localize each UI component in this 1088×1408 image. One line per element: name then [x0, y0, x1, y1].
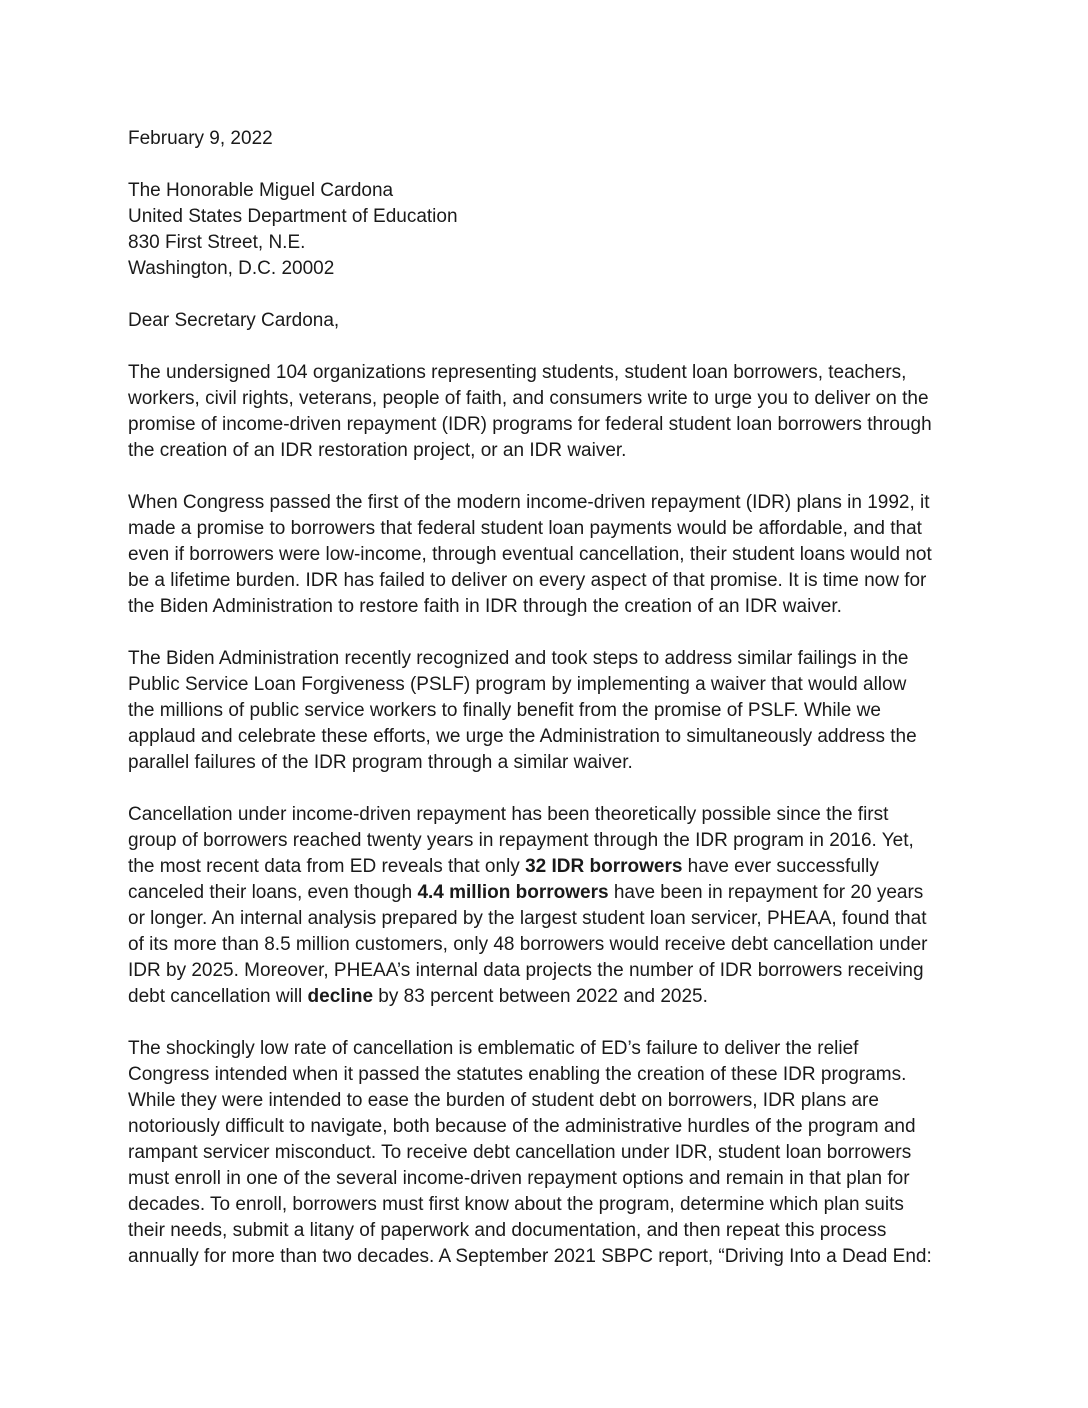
paragraph-line: annually for more than two decades. A September 2021 SBPC report, “Driving Into a Dead End: — [128, 1246, 932, 1267]
paragraph-line: The shockingly low rate of cancellation is emblematic of ED’s failure to deliver the relief — [128, 1038, 859, 1059]
paragraph-line: the creation of an IDR restoration project, or an IDR waiver. — [128, 440, 627, 461]
letter-page — [128, 126, 968, 1296]
paragraph-line: The Biden Administration recently recognized and took steps to address similar failings in the — [128, 648, 909, 669]
recipient-street: 830 First Street, N.E. — [128, 232, 306, 253]
salutation: Dear Secretary Cardona, — [128, 310, 340, 331]
text-run: have been in repayment for 20 years — [608, 882, 924, 903]
paragraph-line: made a promise to borrowers that federal student loan payments would be affordable, and that — [128, 518, 922, 539]
paragraph-line: applaud and celebrate these efforts, we urge the Administration to simultaneously address the — [128, 726, 917, 747]
paragraph-line: group of borrowers reached twenty years in repayment through the IDR program in 2016. Yet, — [128, 830, 914, 851]
paragraph-line: the millions of public service workers to finally benefit from the promise of PSLF. While we — [128, 700, 881, 721]
bold-word-decline: decline — [307, 986, 374, 1007]
paragraph-5 — [128, 1036, 968, 1270]
paragraph-line: While they were intended to ease the burden of student debt on borrowers, IDR plans are — [128, 1090, 879, 1111]
text-run: debt cancellation will — [128, 986, 308, 1007]
text-run: by 83 percent between 2022 and 2025. — [373, 986, 708, 1007]
text-run: the most recent data from ED reveals that only — [128, 856, 526, 877]
paragraph-line: notoriously difficult to navigate, both because of the administrative hurdles of the program and — [128, 1116, 916, 1137]
paragraph-line — [128, 984, 968, 1010]
paragraph-line: or longer. An internal analysis prepared by the largest student loan servicer, PHEAA, found that — [128, 908, 927, 929]
paragraph-line: the Biden Administration to restore faith in IDR through the creation of an IDR waiver. — [128, 596, 842, 617]
paragraph-line: workers, civil rights, veterans, people of faith, and consumers write to urge you to deliver on the — [128, 388, 929, 409]
paragraph-1 — [128, 360, 968, 464]
letter-date: February 9, 2022 — [128, 128, 273, 149]
paragraph-line: The undersigned 104 organizations representing students, student loan borrowers, teachers, — [128, 362, 907, 383]
recipient-org: United States Department of Education — [128, 206, 458, 227]
paragraph-3 — [128, 646, 968, 776]
paragraph-line: decades. To enroll, borrowers must first know about the program, determine which plan suits — [128, 1194, 904, 1215]
paragraph-line: must enroll in one of the several income-driven repayment options and remain in that plan for — [128, 1168, 910, 1189]
paragraph-line: rampant servicer misconduct. To receive debt cancellation under IDR, student loan borrowers — [128, 1142, 912, 1163]
paragraph-line: be a lifetime burden. IDR has failed to deliver on every aspect of that promise. It is time now for — [128, 570, 927, 591]
paragraph-line: Public Service Loan Forgiveness (PSLF) program by implementing a waiver that would allow — [128, 674, 907, 695]
paragraph-4 — [128, 802, 968, 1010]
text-run: canceled their loans, even though — [128, 882, 418, 903]
paragraph-line: When Congress passed the first of the modern income-driven repayment (IDR) plans in 1992, it — [128, 492, 930, 513]
paragraph-line: Congress intended when it passed the statutes enabling the creation of these IDR programs. — [128, 1064, 907, 1085]
recipient-name: The Honorable Miguel Cardona — [128, 180, 394, 201]
paragraph-line: even if borrowers were low-income, through eventual cancellation, their student loans would not — [128, 544, 932, 565]
paragraph-line: their needs, submit a litany of paperwork and documentation, and then repeat this process — [128, 1220, 887, 1241]
paragraph-line — [128, 854, 968, 880]
recipient-city: Washington, D.C. 20002 — [128, 258, 335, 279]
text-run: have ever successfully — [682, 856, 879, 877]
paragraph-2 — [128, 490, 968, 620]
bold-stat-million-borrowers: 4.4 million borrowers — [417, 882, 609, 903]
bold-stat-idr-borrowers: 32 IDR borrowers — [525, 856, 683, 877]
paragraph-line: promise of income-driven repayment (IDR) programs for federal student loan borrowers through — [128, 414, 932, 435]
paragraph-line: of its more than 8.5 million customers, only 48 borrowers would receive debt cancellation under — [128, 934, 928, 955]
paragraph-line: Cancellation under income-driven repayment has been theoretically possible since the first — [128, 804, 889, 825]
paragraph-line — [128, 880, 968, 906]
paragraph-line: IDR by 2025. Moreover, PHEAA’s internal data projects the number of IDR borrowers receiving — [128, 960, 924, 981]
recipient-address — [128, 178, 968, 282]
paragraph-line: parallel failures of the IDR program through a similar waiver. — [128, 752, 633, 773]
